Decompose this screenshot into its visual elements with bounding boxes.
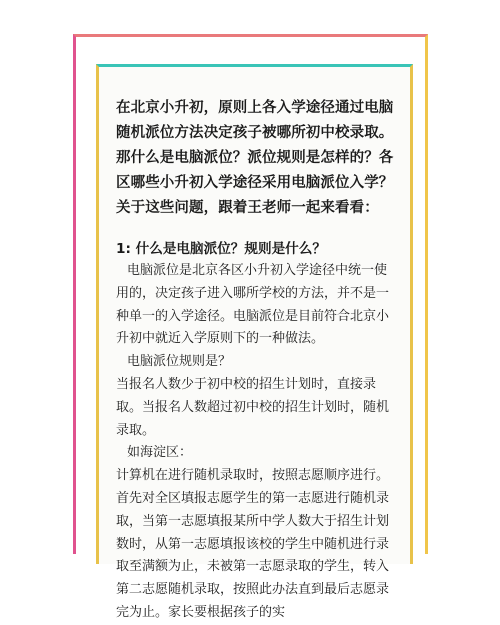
rules-subheading: 电脑派位规则是？ xyxy=(127,354,232,370)
article-body xyxy=(116,96,394,625)
example-district-label: 如海淀区： xyxy=(127,445,193,461)
question-heading: 1: 什么是电脑派位？规则是什么？ xyxy=(116,241,326,257)
article-intro: 在北京小升初，原则上各入学途径通过电脑随机派位方法决定孩子被哪所初中校录取。那什么是电脑派位？派位规则是怎样的？各区哪些小升初入学途径采用电脑派位入学？关于这些问题，跟着王老师一起来看看： xyxy=(116,100,394,216)
rules-paragraph: 当报名人数少于初中校的招生计划时，直接录取。当报名人数超过初中校的招生计划时，随机录取。 xyxy=(116,376,390,438)
example-paragraph: 计算机在进行随机录取时，按照志愿顺序进行。首先对全区填报志愿学生的第一志愿进行随机录取，当第一志愿填报某所中学人数大于招生计划数时，从第一志愿填报该校的学生中随机进行录取至满额为止，未被第一志愿录取的学生，转入第二志愿随机录取，按照此办法直到最后志愿录完为止。家长要根据孩子的实 xyxy=(116,468,390,620)
answer-paragraph-definition: 电脑派位是北京各区小升初入学途径中统一使用的，决定孩子进入哪所学校的方法，并不是一种单一的入学途径。电脑派位是目前符合北京小升初中就近入学原则下的一种做法。 xyxy=(116,263,390,347)
